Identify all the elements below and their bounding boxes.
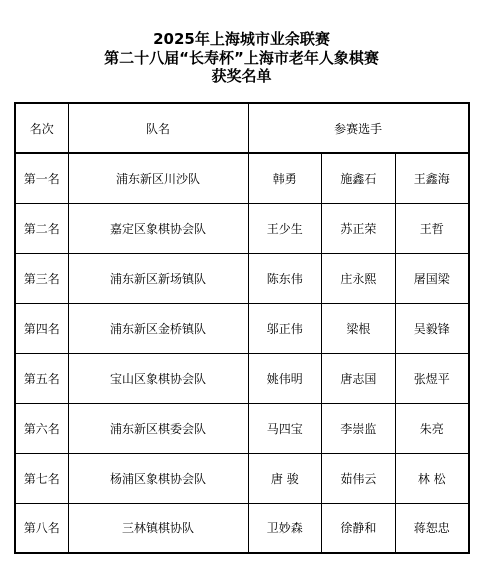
team-cell: 浦东新区川沙队 (68, 153, 248, 203)
title-league: 2025年上海城市业余联赛 (153, 30, 330, 48)
team-cell: 宝山区象棋协会队 (68, 353, 248, 403)
table-row (15, 153, 469, 203)
player-cell: 邬正伟 (248, 303, 322, 353)
player-cell: 王鑫海 (395, 153, 469, 203)
player-cell: 韩勇 (248, 153, 322, 203)
rank-cell: 第三名 (15, 253, 68, 303)
header-players: 参赛选手 (248, 103, 469, 153)
player-cell: 吴毅锋 (395, 303, 469, 353)
team-cell: 浦东新区棋委会队 (68, 403, 248, 453)
table-row (15, 353, 469, 403)
player-cell: 苏正荣 (322, 203, 396, 253)
rank-cell: 第二名 (15, 203, 68, 253)
team-cell: 杨浦区象棋协会队 (68, 453, 248, 503)
table-header-row (15, 103, 469, 153)
player-cell: 卫妙森 (248, 503, 322, 553)
rank-cell: 第八名 (15, 503, 68, 553)
table-row (15, 403, 469, 453)
player-cell: 蒋恕忠 (395, 503, 469, 553)
player-cell: 唐 骏 (248, 453, 322, 503)
player-cell: 梁根 (322, 303, 396, 353)
table-row (15, 203, 469, 253)
player-cell: 王哲 (395, 203, 469, 253)
team-cell: 浦东新区新场镇队 (68, 253, 248, 303)
rank-cell: 第六名 (15, 403, 68, 453)
player-cell: 李崇监 (322, 403, 396, 453)
player-cell: 姚伟明 (248, 353, 322, 403)
table-row (15, 453, 469, 503)
team-cell: 嘉定区象棋协会队 (68, 203, 248, 253)
rank-cell: 第一名 (15, 153, 68, 203)
player-cell: 唐志国 (322, 353, 396, 403)
table-row (15, 303, 469, 353)
title-tournament: 第二十八届“长寿杯”上海市老年人象棋赛 (104, 49, 379, 67)
player-cell: 施鑫石 (322, 153, 396, 203)
player-cell: 林 松 (395, 453, 469, 503)
player-cell: 马四宝 (248, 403, 322, 453)
player-cell: 张煜平 (395, 353, 469, 403)
header-rank: 名次 (15, 103, 68, 153)
table-row (15, 253, 469, 303)
player-cell: 王少生 (248, 203, 322, 253)
player-cell: 屠国梁 (395, 253, 469, 303)
rank-cell: 第四名 (15, 303, 68, 353)
player-cell: 陈东伟 (248, 253, 322, 303)
header-team: 队名 (68, 103, 248, 153)
player-cell: 朱亮 (395, 403, 469, 453)
table-row (15, 503, 469, 553)
team-cell: 三林镇棋协队 (68, 503, 248, 553)
award-table (14, 102, 470, 554)
player-cell: 庄永熙 (322, 253, 396, 303)
title-award-list: 获奖名单 (211, 67, 272, 85)
player-cell: 茹伟云 (322, 453, 396, 503)
player-cell: 徐静和 (322, 503, 396, 553)
rank-cell: 第五名 (15, 353, 68, 403)
rank-cell: 第七名 (15, 453, 68, 503)
team-cell: 浦东新区金桥镇队 (68, 303, 248, 353)
